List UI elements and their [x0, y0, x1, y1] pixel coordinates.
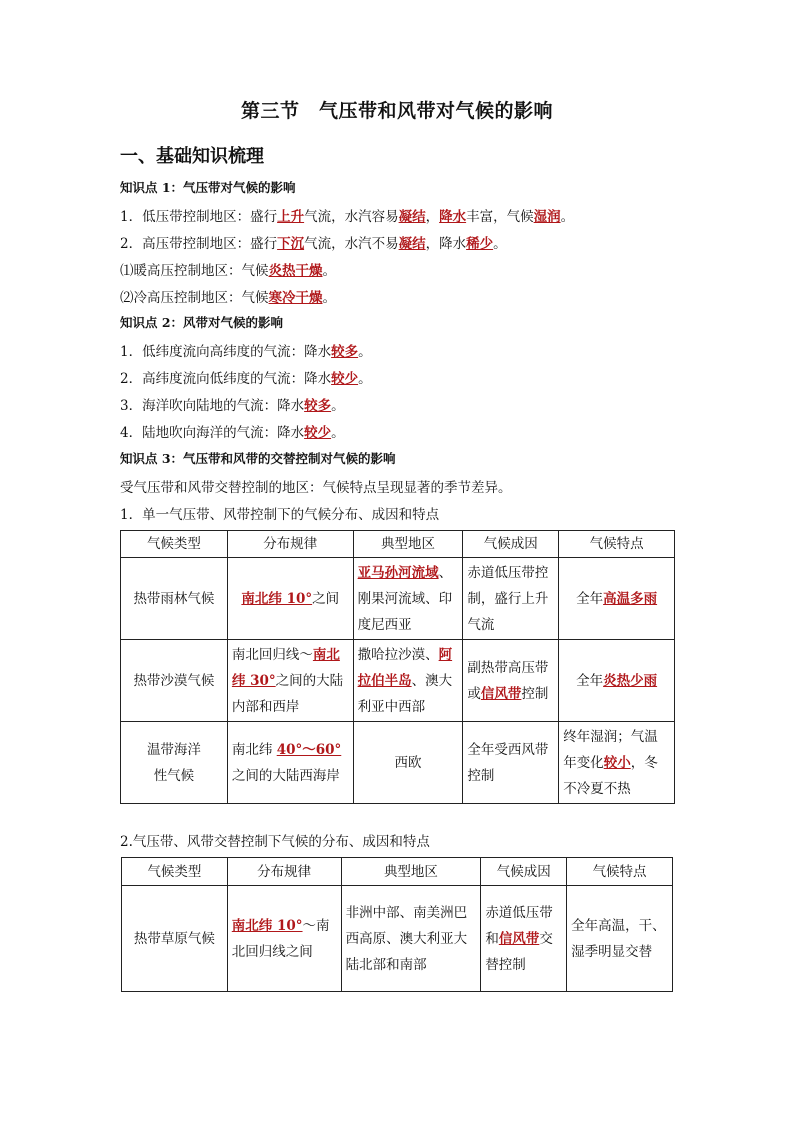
climate-feature: 终年湿润；气温年变化较小，冬不冷夏不热: [559, 722, 675, 804]
table2-header: 分布规律: [227, 858, 341, 886]
climate-cause: 赤道低压带和信风带交替控制: [481, 886, 567, 992]
distribution: 南北回归线～南北纬 30°之间的大陆内部和西岸: [227, 640, 353, 722]
table-row: [121, 722, 675, 804]
climate-feature: 全年炎热少雨: [559, 640, 675, 722]
kp1-line-2: 2．高压带控制地区：盛行下沉气流，水汽不易凝结，降水稀少。: [120, 236, 507, 252]
kp1-line-4: ⑵冷高压控制地区：气候寒冷干燥。: [120, 290, 336, 306]
kp1-line-1: 1．低压带控制地区：盛行上升气流，水汽容易凝结，降水丰富，气候湿润。: [120, 209, 575, 225]
table2-header: 气候成因: [481, 858, 567, 886]
climate-feature: 全年高温，干、湿季明显交替: [567, 886, 673, 992]
climate-cause: 赤道低压带控制，盛行上升气流: [463, 558, 559, 640]
kp2-line-1: 1．低纬度流向高纬度的气流：降水较多。: [120, 344, 372, 360]
table1-header: 气候成因: [463, 531, 559, 558]
kp1-line-3: ⑴暖高压控制地区：气候炎热干燥。: [120, 263, 336, 279]
table2-header: 气候类型: [122, 858, 228, 886]
kp2-heading: 知识点 2：风带对气候的影响: [120, 315, 284, 330]
climate-cause: 副热带高压带或信风带控制: [463, 640, 559, 722]
kp2-line-2: 2．高纬度流向低纬度的气流：降水较少。: [120, 371, 372, 387]
kp3-intro: 受气压带和风带交替控制的地区：气候特点呈现显著的季节差异。: [120, 480, 512, 496]
table-single-control: [120, 530, 675, 804]
table-row: [122, 886, 673, 992]
table-alternating-control: [121, 857, 673, 992]
typical-region: 西欧: [353, 722, 463, 804]
table1-header: 典型地区: [353, 531, 463, 558]
page-title: 第三节 气压带和风带对气候的影响: [240, 100, 553, 122]
climate-type: 温带海洋性气候: [121, 722, 228, 804]
table1-header: 分布规律: [227, 531, 353, 558]
distribution: 南北纬 40°～60°之间的大陆西海岸: [227, 722, 353, 804]
climate-type: 热带草原气候: [122, 886, 228, 992]
table2-header: 气候特点: [567, 858, 673, 886]
climate-feature: 全年高温多雨: [559, 558, 675, 640]
typical-region: 撒哈拉沙漠、阿拉伯半岛、澳大利亚中西部: [353, 640, 463, 722]
kp3-heading: 知识点 3：气压带和风带的交替控制对气候的影响: [120, 451, 396, 466]
climate-type: 热带雨林气候: [121, 558, 228, 640]
kp1-heading: 知识点 1：气压带对气候的影响: [120, 180, 296, 195]
table-row: [121, 558, 675, 640]
typical-region: 非洲中部、南美洲巴西高原、澳大利亚大陆北部和南部: [341, 886, 481, 992]
kp2-line-4: 4．陆地吹向海洋的气流：降水较少。: [120, 425, 345, 441]
table1-header-row: [121, 531, 675, 558]
kp2-line-3: 3．海洋吹向陆地的气流：降水较多。: [120, 398, 345, 414]
climate-cause: 全年受西风带控制: [463, 722, 559, 804]
table-row: [121, 640, 675, 722]
table1-header: 气候特点: [559, 531, 675, 558]
typical-region: 亚马孙河流域、刚果河流域、印度尼西亚: [353, 558, 463, 640]
section-heading: 一、基础知识梳理: [120, 146, 264, 167]
table1-caption: 1．单一气压带、风带控制下的气候分布、成因和特点: [120, 507, 440, 523]
distribution: 南北纬 10°之间: [227, 558, 353, 640]
table2-header-row: [122, 858, 673, 886]
table1-header: 气候类型: [121, 531, 228, 558]
distribution: 南北纬 10°～南北回归线之间: [227, 886, 341, 992]
table2-caption: 2.气压带、风带交替控制下气候的分布、成因和特点: [120, 834, 430, 850]
table2-header: 典型地区: [341, 858, 481, 886]
climate-type: 热带沙漠气候: [121, 640, 228, 722]
